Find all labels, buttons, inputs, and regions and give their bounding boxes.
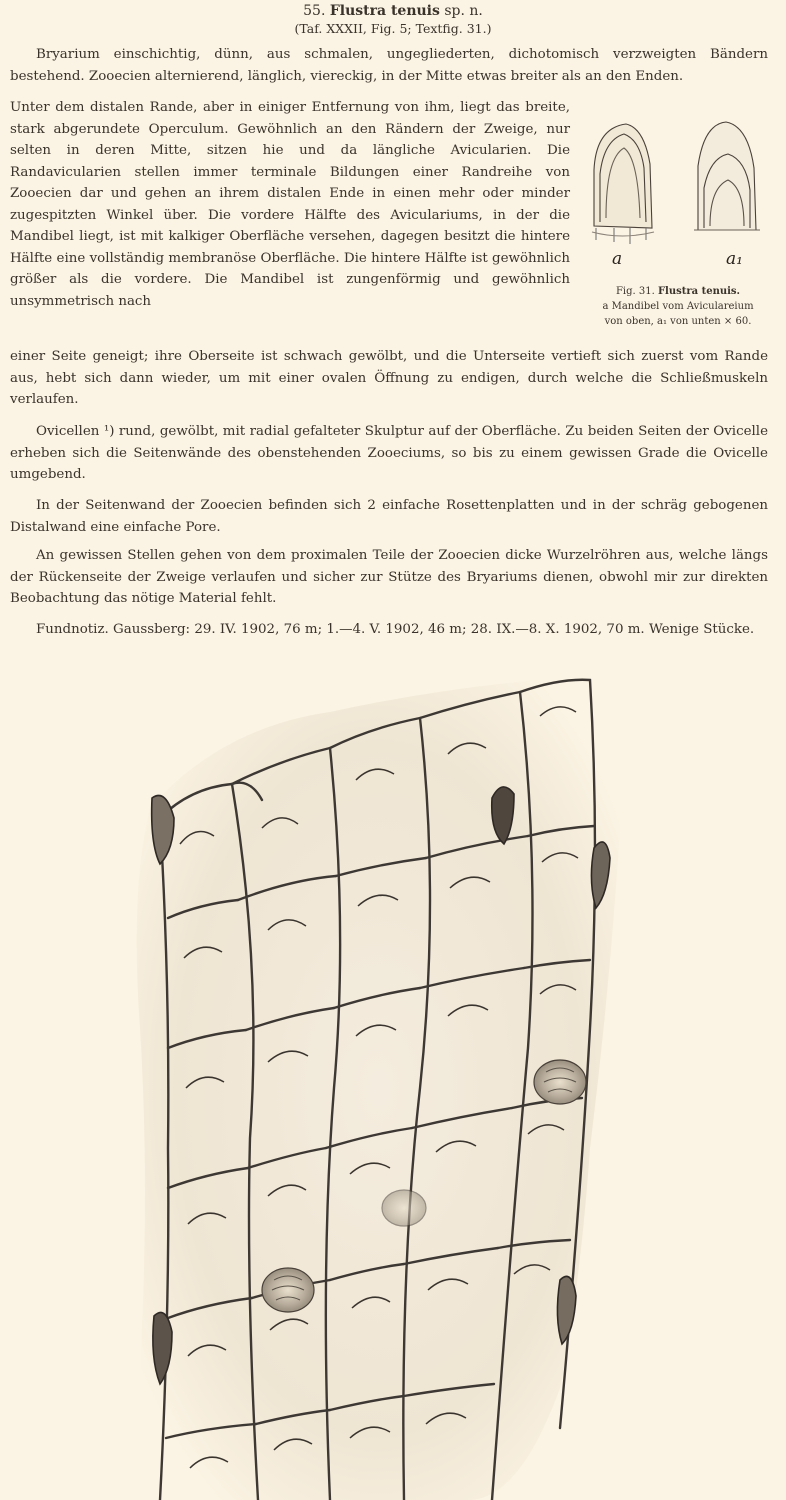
species-name: Flustra tenuis xyxy=(329,3,440,19)
paragraph-description-wrap: Unter dem distalen Rande, aber in einiger Entfernung von ihm, liegt das breite, stark abgerundete Operculum. Gewöhnlich an den Rändern der Zweige, nur selten in deren Mitte, sitzen hie und da längliche Avicularien. Die Randavicularien stellen immer terminale Bildungen einer Randreihe von Zooecien dar und gehen an ihrem distalen Ende in einen mehr oder minder zugespitzten Winkel über. Die vordere Hälfte des Aviculariums, in der die Mandibel liegt, ist mit kalkiger Oberfläche versehen, dagegen besitzt die hintere Hälfte eine vollständig membranöse Oberfläche. Die hintere Hälfte ist gewöhnlich größer als die vordere. Die Mandibel ist zungenförmig und gewöhnlich unsymmetrisch nach xyxy=(10,100,570,309)
plate-reference: (Taf. XXXII, Fig. 5; Textfig. 31.) xyxy=(294,21,492,36)
caption-species: Flustra tenuis. xyxy=(657,286,741,297)
caption-line-3: von oben, a₁ von unten × 60. xyxy=(604,316,752,327)
species-title xyxy=(0,2,786,20)
paragraph-seitenwand: In der Seitenwand der Zooecien befinden sich 2 einfache Rosettenplatten und in der schräg gebogenen Distalwand eine einfache Pore. xyxy=(10,498,768,535)
species-suffix: sp. n. xyxy=(444,3,483,19)
paragraph-description-intro: Bryarium einschichtig, dünn, aus schmalen, ungegliederten, dichotomisch verzweigten Bändern bestehend. Zooecien alternierend, länglich, viereckig, in der Mitte etwas breiter als an den Enden. xyxy=(10,47,768,84)
caption-line-2: a Mandibel vom Aviculareium xyxy=(602,301,754,312)
plate-zooecia-drawing xyxy=(0,668,786,1500)
caption-line-1 xyxy=(580,284,776,299)
label-a1: a₁ xyxy=(726,249,743,269)
mandible-a1-drawing xyxy=(694,122,760,230)
paragraph-ovicellen: Ovicellen ¹) rund, gewölbt, mit radial gefalteter Skulptur auf der Oberfläche. Zu beiden Seiten der Ovicelle erheben sich die Seitenwände des obenstehenden Zooeciums, so bis zu einem gewissen Grade die Ovicelle umgebend. xyxy=(10,424,768,482)
mandible-a-drawing xyxy=(592,124,654,244)
figure-31-caption xyxy=(580,284,776,329)
caption-fig-number: Fig. 31. xyxy=(615,286,655,297)
species-number: 55. xyxy=(303,3,326,19)
paragraph-fundnotiz: Fundnotiz. Gaussberg: 29. IV. 1902, 76 m; 1.—4. V. 1902, 46 m; 28. IX.—8. X. 1902, 70 m. Wenige Stücke. xyxy=(36,622,755,637)
figure-31-mandibles xyxy=(586,118,770,276)
label-a: a xyxy=(612,249,623,269)
paragraph-wurzelroehren: An gewissen Stellen gehen von dem proximalen Teile der Zooecien dicke Wurzelröhren aus, welche längs der Rückenseite der Zweige verlaufen und sicher zur Stütze des Bryariums dienen, obwohl mir zur direkten Beobachtung das nötige Material fehlt. xyxy=(10,548,768,606)
paragraph-description-continued: einer Seite geneigt; ihre Oberseite ist schwach gewölbt, und die Unterseite vertieft sich zuerst vom Rande aus, hebt sich dann wieder, um mit einer ovalen Öffnung zu endigen, durch welche die Schließmuskeln verlaufen. xyxy=(10,349,768,407)
